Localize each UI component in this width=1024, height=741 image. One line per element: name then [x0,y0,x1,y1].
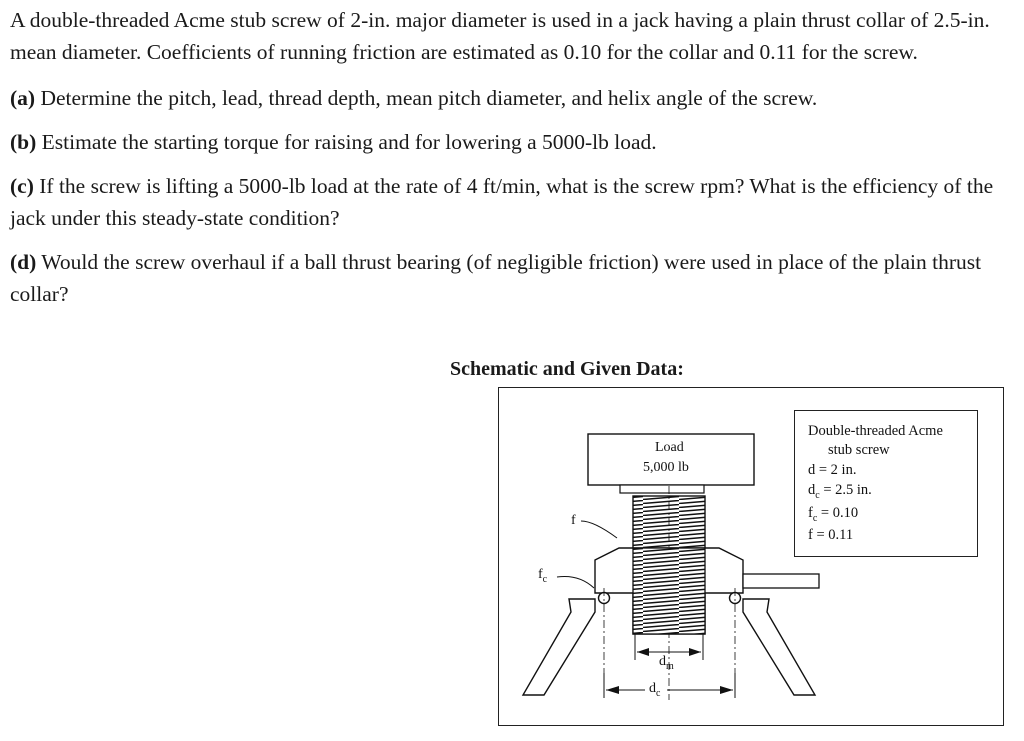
dm-arrow-left [637,648,649,656]
dc-arrow-left [606,686,619,694]
collar-friction-label [538,566,547,588]
dm-symbol: d [659,654,666,669]
given-fc-value: = 0.10 [817,505,859,521]
part-c-text: If the screw is lifting a 5000-lb load at the rate of 4 ft/min, what is the screw rpm? What is the efficiency of the jack under this steady-state condition? [10,174,994,230]
dm-arrow-right [689,648,701,656]
part-b [10,126,1006,158]
jack-handle [743,574,819,588]
problem-intro: A double-threaded Acme stub screw of 2-in. major diameter is used in a jack having a plain thrust collar of 2.5-in. mean diameter. Coefficients of running friction are estimated as 0.10 for the collar and 0.11 for the screw. [10,8,990,64]
screw-through-nut [633,548,705,634]
given-dc-value: = 2.5 in. [819,482,872,498]
schematic-title: Schematic and Given Data: [450,358,684,380]
given-data-box [794,410,978,557]
part-d [10,246,1006,310]
given-d: d = 2 in. [808,462,857,478]
given-dc [808,482,872,504]
part-b-text: Estimate the starting torque for raising and for lowering a 5000-lb load. [41,130,657,154]
given-f: f = 0.11 [808,527,854,543]
load-cap-plate [620,485,704,493]
dc-subscript: c [656,687,661,699]
left-arm [523,599,595,695]
dm-subscript: m [666,660,674,672]
right-arm [743,599,815,695]
part-a [10,82,1006,114]
load-value: 5,000 lb [643,460,689,475]
part-b-label: (b) [10,130,37,154]
given-fc-symbol: f [808,505,813,521]
part-d-label: (d) [10,250,37,274]
collar-friction-subscript: c [542,573,548,585]
dc-label [649,680,660,702]
given-title-line1: Double-threaded Acme [808,423,943,439]
part-c [10,170,1006,234]
schematic-figure [498,387,1004,726]
part-c-label: (c) [10,174,34,198]
dm-label [659,653,674,675]
load-label: Load [655,440,684,455]
collar-friction-symbol: f [538,567,543,582]
part-a-text: Determine the pitch, lead, thread depth, mean pitch diameter, and helix angle of the screw. [40,86,818,110]
screw-friction-label: f [571,513,576,528]
part-d-text: Would the screw overhaul if a ball thrust bearing (of negligible friction) were used in place of the plain thrust collar? [10,250,982,306]
given-dc-subscript: c [815,489,820,501]
given-dc-symbol: d [808,482,816,498]
f-leader [581,521,617,538]
dc-arrow-right [720,686,733,694]
problem-statement [10,4,1006,322]
part-a-label: (a) [10,86,36,110]
given-fc [808,505,858,527]
fc-leader [557,576,594,588]
dc-symbol: d [649,681,656,696]
given-title-line2: stub screw [828,442,890,458]
given-fc-subscript: c [812,512,818,524]
